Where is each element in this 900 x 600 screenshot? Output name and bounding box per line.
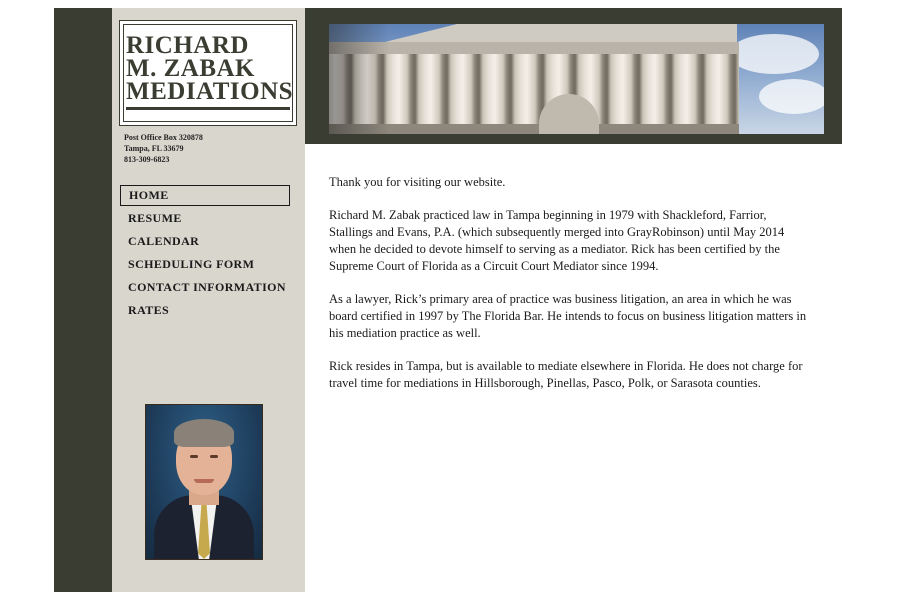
courthouse-header-image — [329, 24, 824, 134]
nav-home[interactable]: HOME — [120, 185, 290, 206]
main-nav — [120, 185, 290, 323]
nav-contact-information[interactable]: CONTACT INFORMATION — [128, 280, 286, 294]
nav-scheduling-form[interactable]: SCHEDULING FORM — [128, 257, 255, 271]
left-dark-strip — [54, 8, 112, 592]
address-city: Tampa, FL 33679 — [124, 144, 184, 153]
building-shadow — [329, 24, 389, 134]
nav-resume[interactable]: RESUME — [128, 211, 182, 225]
logo-line-3: MEDIATIONS — [126, 78, 294, 105]
bio-paragraph-1: Richard M. Zabak practiced law in Tampa beginning in 1979 with Shackleford, Farrior, Stallings and Evans, P.A. (which subsequently merged into GrayRobinson) until May 2014 when he decided to devote himself to serving as a mediator. Rick has been certified by the Supreme Court of Florida as a Circuit Court Mediator since 1994. — [329, 208, 785, 273]
logo-line-1: RICHARD — [126, 32, 249, 59]
portrait-mouth — [194, 479, 214, 483]
logo-rule — [126, 107, 290, 110]
portrait-photo — [145, 404, 263, 560]
main-content — [305, 144, 842, 592]
mailing-address — [124, 132, 203, 165]
header-band — [305, 8, 842, 144]
address-po-box: Post Office Box 320878 — [124, 133, 203, 142]
phone-number: 813-309-6823 — [124, 155, 170, 164]
content-text — [329, 174, 809, 408]
site-logo[interactable] — [119, 20, 297, 126]
welcome-paragraph: Thank you for visiting our website. — [329, 175, 506, 189]
nav-rates[interactable]: RATES — [128, 303, 170, 317]
sidebar — [112, 8, 305, 592]
portrait-hair — [174, 419, 234, 447]
bio-paragraph-3: Rick resides in Tampa, but is available to mediate elsewhere in Florida. He does not charge for travel time for mediations in Hillsborough, Pinellas, Pasco, Polk, or Sarasota counties. — [329, 359, 803, 390]
building-base — [329, 124, 739, 134]
building-columns — [329, 54, 739, 124]
logo-line-2: M. ZABAK — [126, 55, 255, 82]
cloud — [729, 34, 819, 74]
nav-calendar[interactable]: CALENDAR — [128, 234, 200, 248]
cloud — [759, 79, 824, 114]
portrait-eye-left — [190, 455, 198, 458]
bio-paragraph-2: As a lawyer, Rick’s primary area of practice was business litigation, an area in which he was board certified in 1997 by The Florida Bar. He intends to focus on business litigation matters in his mediation practice as well. — [329, 292, 807, 340]
portrait-eye-right — [210, 455, 218, 458]
